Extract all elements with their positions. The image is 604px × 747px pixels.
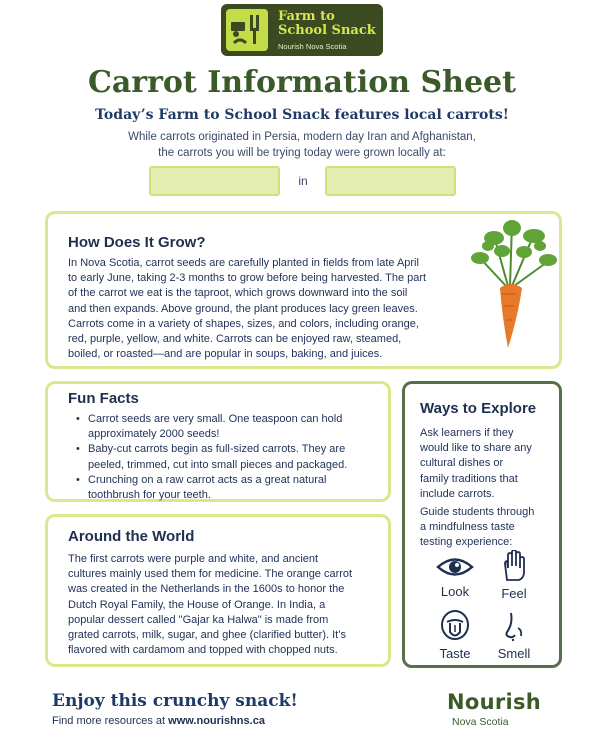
text-line: boiled, or roasted—and are popular in soups, baking, and juices. <box>68 348 383 361</box>
list-item <box>74 442 384 472</box>
text-line: cultures mainly used them for medicine. The orange carrot <box>68 568 353 581</box>
explore-text-2 <box>420 505 560 551</box>
sense-label: Feel <box>501 586 527 601</box>
fact-line: approximately 2000 seeds! <box>88 428 220 441</box>
text-line: flavored with cardamom and topped with chopped nuts. <box>68 644 338 657</box>
fact-line: toothbrush for your teeth. <box>88 489 211 502</box>
sense-label: Taste <box>439 646 471 661</box>
sense-label: Smell <box>497 646 531 661</box>
tongue-icon <box>440 610 470 642</box>
sense-label: Look <box>440 584 470 599</box>
in-label: in <box>298 174 308 188</box>
sense-smell <box>484 610 544 661</box>
farm-to-school-badge <box>221 4 383 56</box>
intro-text <box>100 129 504 161</box>
grow-text <box>68 256 488 362</box>
eye-icon <box>435 554 475 580</box>
list-item <box>74 412 384 442</box>
text-line: Ask learners if they <box>420 427 514 439</box>
nose-icon <box>499 610 529 642</box>
page-subtitle: Today’s Farm to School Snack features local carrots! <box>95 107 509 123</box>
badge-subtitle: Nourish Nova Scotia <box>278 42 347 51</box>
farm-name-field[interactable] <box>149 166 280 196</box>
text-line: popular dessert called "Gajar ka Halwa" is made from <box>68 613 329 626</box>
how-it-grows-panel <box>45 211 562 369</box>
text-line: to early June, taking 2-3 months to grow before being harvested. The part <box>68 272 427 285</box>
farm-school-icon <box>226 9 268 51</box>
text-line: a mindfulness taste <box>420 521 515 534</box>
text-line: include carrots. <box>420 487 495 500</box>
fact-line: • Carrot seeds are very small. One teaspoon can hold <box>88 413 343 425</box>
panel-title: Ways to Explore <box>420 400 537 417</box>
location-field[interactable] <box>325 166 456 196</box>
resources-link[interactable]: www.nourishns.ca <box>168 715 265 727</box>
fact-line: peeled, trimmed, cut into small pieces and packaged. <box>88 458 348 471</box>
text-line: was created in the Netherlands in the 1600s to honor the <box>68 583 345 596</box>
text-line: of the carrot we eat is the taproot, which grows downward into the soil <box>68 287 408 300</box>
fun-facts-panel <box>45 381 391 502</box>
ways-to-explore-panel <box>402 381 562 668</box>
explore-text-1 <box>420 426 560 502</box>
text-line: Guide students through <box>420 506 535 518</box>
sense-taste <box>425 610 485 661</box>
text-line: Carrots come in a variety of shapes, sizes, and colors, including orange, <box>68 317 419 330</box>
panel-title: Around the World <box>68 528 195 545</box>
text-line: and then expands. Above ground, the plant produces lacy green leaves. <box>68 302 418 315</box>
fun-facts-list <box>74 412 384 503</box>
text-line: red, purple, yellow, and white. Carrots can be enjoyed raw, steamed, <box>68 333 402 346</box>
footer-title: Enjoy this crunchy snack! <box>52 691 298 711</box>
nourish-logo-sub: Nova Scotia <box>452 716 509 728</box>
intro-line: While carrots originated in Persia, modern day Iran and Afghanistan, <box>128 131 476 143</box>
intro-line: the carrots you will be trying today were grown locally at: <box>158 147 446 159</box>
hand-icon <box>499 550 529 582</box>
fact-line: • Crunching on a raw carrot acts as a great natural <box>88 473 327 486</box>
footer-resources <box>52 715 265 727</box>
resources-prefix: Find more resources at <box>52 715 169 727</box>
text-line: cultural dishes or <box>420 457 504 470</box>
badge-title: Farm to School Snack <box>278 9 376 38</box>
list-item <box>74 473 384 503</box>
text-line: testing experience: <box>420 536 513 549</box>
nourish-logo-word: Nourish <box>447 690 542 714</box>
world-text <box>68 552 388 658</box>
text-line: would like to share any <box>420 442 532 455</box>
text-line: The first carrots were purple and white, and ancient <box>68 553 319 565</box>
text-line: grated carrots, milk, sugar, and ghee (clarified butter). It’s <box>68 629 346 642</box>
carrot-image <box>464 216 562 356</box>
text-line: In Nova Scotia, carrot seeds are carefully planted in fields from late April <box>68 257 419 269</box>
fact-line: • Baby-cut carrots begin as full-sized carrots. They are <box>88 443 346 456</box>
panel-title: Fun Facts <box>68 390 139 407</box>
text-line: Dutch Royal Family, the House of Orange. In India, a <box>68 598 326 611</box>
panel-title: How Does It Grow? <box>68 234 206 251</box>
around-the-world-panel <box>45 514 391 667</box>
page-title: Carrot Information Sheet <box>87 65 516 100</box>
sense-feel <box>484 550 544 601</box>
sense-look <box>425 554 485 599</box>
text-line: family traditions that <box>420 472 518 485</box>
